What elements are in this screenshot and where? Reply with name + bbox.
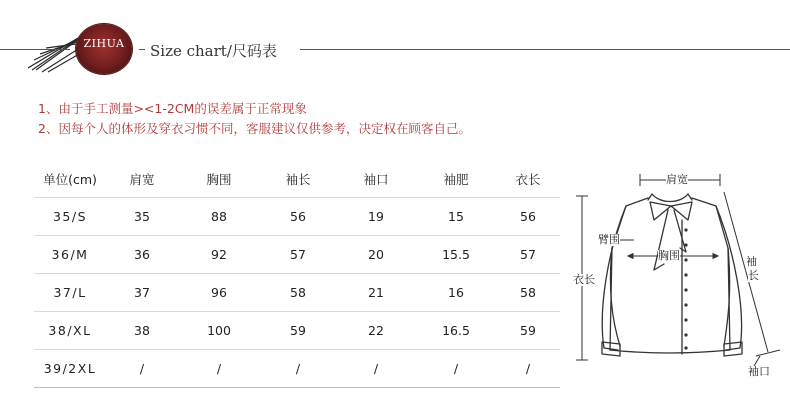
header-tick	[139, 49, 145, 50]
table-cell: /	[453, 361, 459, 376]
table-cell: 56	[290, 209, 306, 224]
table-cell: 92	[211, 247, 227, 262]
column-header: 袖长	[285, 172, 311, 187]
table-cell: 58	[520, 285, 536, 300]
armhole-label: 臂围	[598, 233, 620, 246]
table-cell: 96	[211, 285, 227, 300]
table-cell: 88	[211, 209, 227, 224]
table-row	[34, 312, 560, 350]
table-cell: 38	[134, 323, 150, 338]
sleeve-label-bottom: 长	[748, 269, 759, 282]
table-row	[34, 350, 560, 388]
table-cell: 16.5	[442, 323, 470, 338]
table-header-row	[34, 161, 560, 198]
column-header: 单位(cm)	[43, 172, 97, 187]
cuff-label: 袖口	[748, 365, 770, 378]
table-cell: 57	[520, 247, 536, 262]
column-header: 胸围	[206, 172, 232, 187]
table-cell: 16	[448, 285, 464, 300]
note-line-2: 2、因每个人的体形及穿衣习惯不同，客服建议仅供参考，决定权在顾客自己。	[38, 121, 471, 136]
table-cell: 59	[520, 323, 536, 338]
table-cell: /	[373, 361, 379, 376]
table-cell: 56	[520, 209, 536, 224]
table-cell: 15.5	[442, 247, 470, 262]
size-cell: 37/L	[53, 285, 87, 300]
table-cell: 19	[368, 209, 384, 224]
table-cell: /	[216, 361, 222, 376]
brand-logo-text: ZIHUA	[83, 37, 125, 50]
table-cell: 35	[134, 209, 150, 224]
table-cell: 100	[207, 323, 231, 338]
table-row	[34, 198, 560, 236]
table-cell: /	[139, 361, 145, 376]
table-cell: 36	[134, 247, 150, 262]
garment-diagram	[568, 160, 790, 410]
table-cell: 21	[368, 285, 384, 300]
table-cell: /	[525, 361, 531, 376]
header-divider-left	[0, 49, 70, 50]
size-cell: 39/2XL	[43, 361, 97, 376]
column-header: 肩宽	[129, 172, 155, 187]
chest-label: 胸围	[658, 249, 680, 262]
table-row	[34, 236, 560, 274]
size-cell: 38/XL	[48, 323, 92, 338]
size-cell: 36/M	[51, 247, 89, 262]
column-header: 袖肥	[443, 172, 469, 187]
shoulder-width-label: 肩宽	[666, 173, 688, 186]
column-header: 衣长	[515, 172, 541, 187]
table-cell: 37	[134, 285, 150, 300]
header	[0, 0, 790, 100]
table-cell: 57	[290, 247, 306, 262]
column-header: 袖口	[363, 172, 389, 187]
size-cell: 35/S	[52, 209, 88, 224]
note-line-1: 1、由于手工测量><1-2CM的误差属于正常现象	[38, 101, 307, 116]
length-label: 衣长	[573, 273, 595, 286]
table-cell: /	[295, 361, 301, 376]
size-table	[34, 161, 560, 388]
sleeve-label-top: 袖	[746, 255, 757, 268]
table-cell: 58	[290, 285, 306, 300]
table-cell: 15	[448, 209, 464, 224]
table-row	[34, 274, 560, 312]
header-divider-right	[300, 49, 790, 50]
notes	[38, 99, 471, 139]
table-cell: 20	[368, 247, 384, 262]
table-cell: 22	[368, 323, 384, 338]
page-title: Size chart/尺码表	[150, 42, 277, 60]
table-cell: 59	[290, 323, 306, 338]
